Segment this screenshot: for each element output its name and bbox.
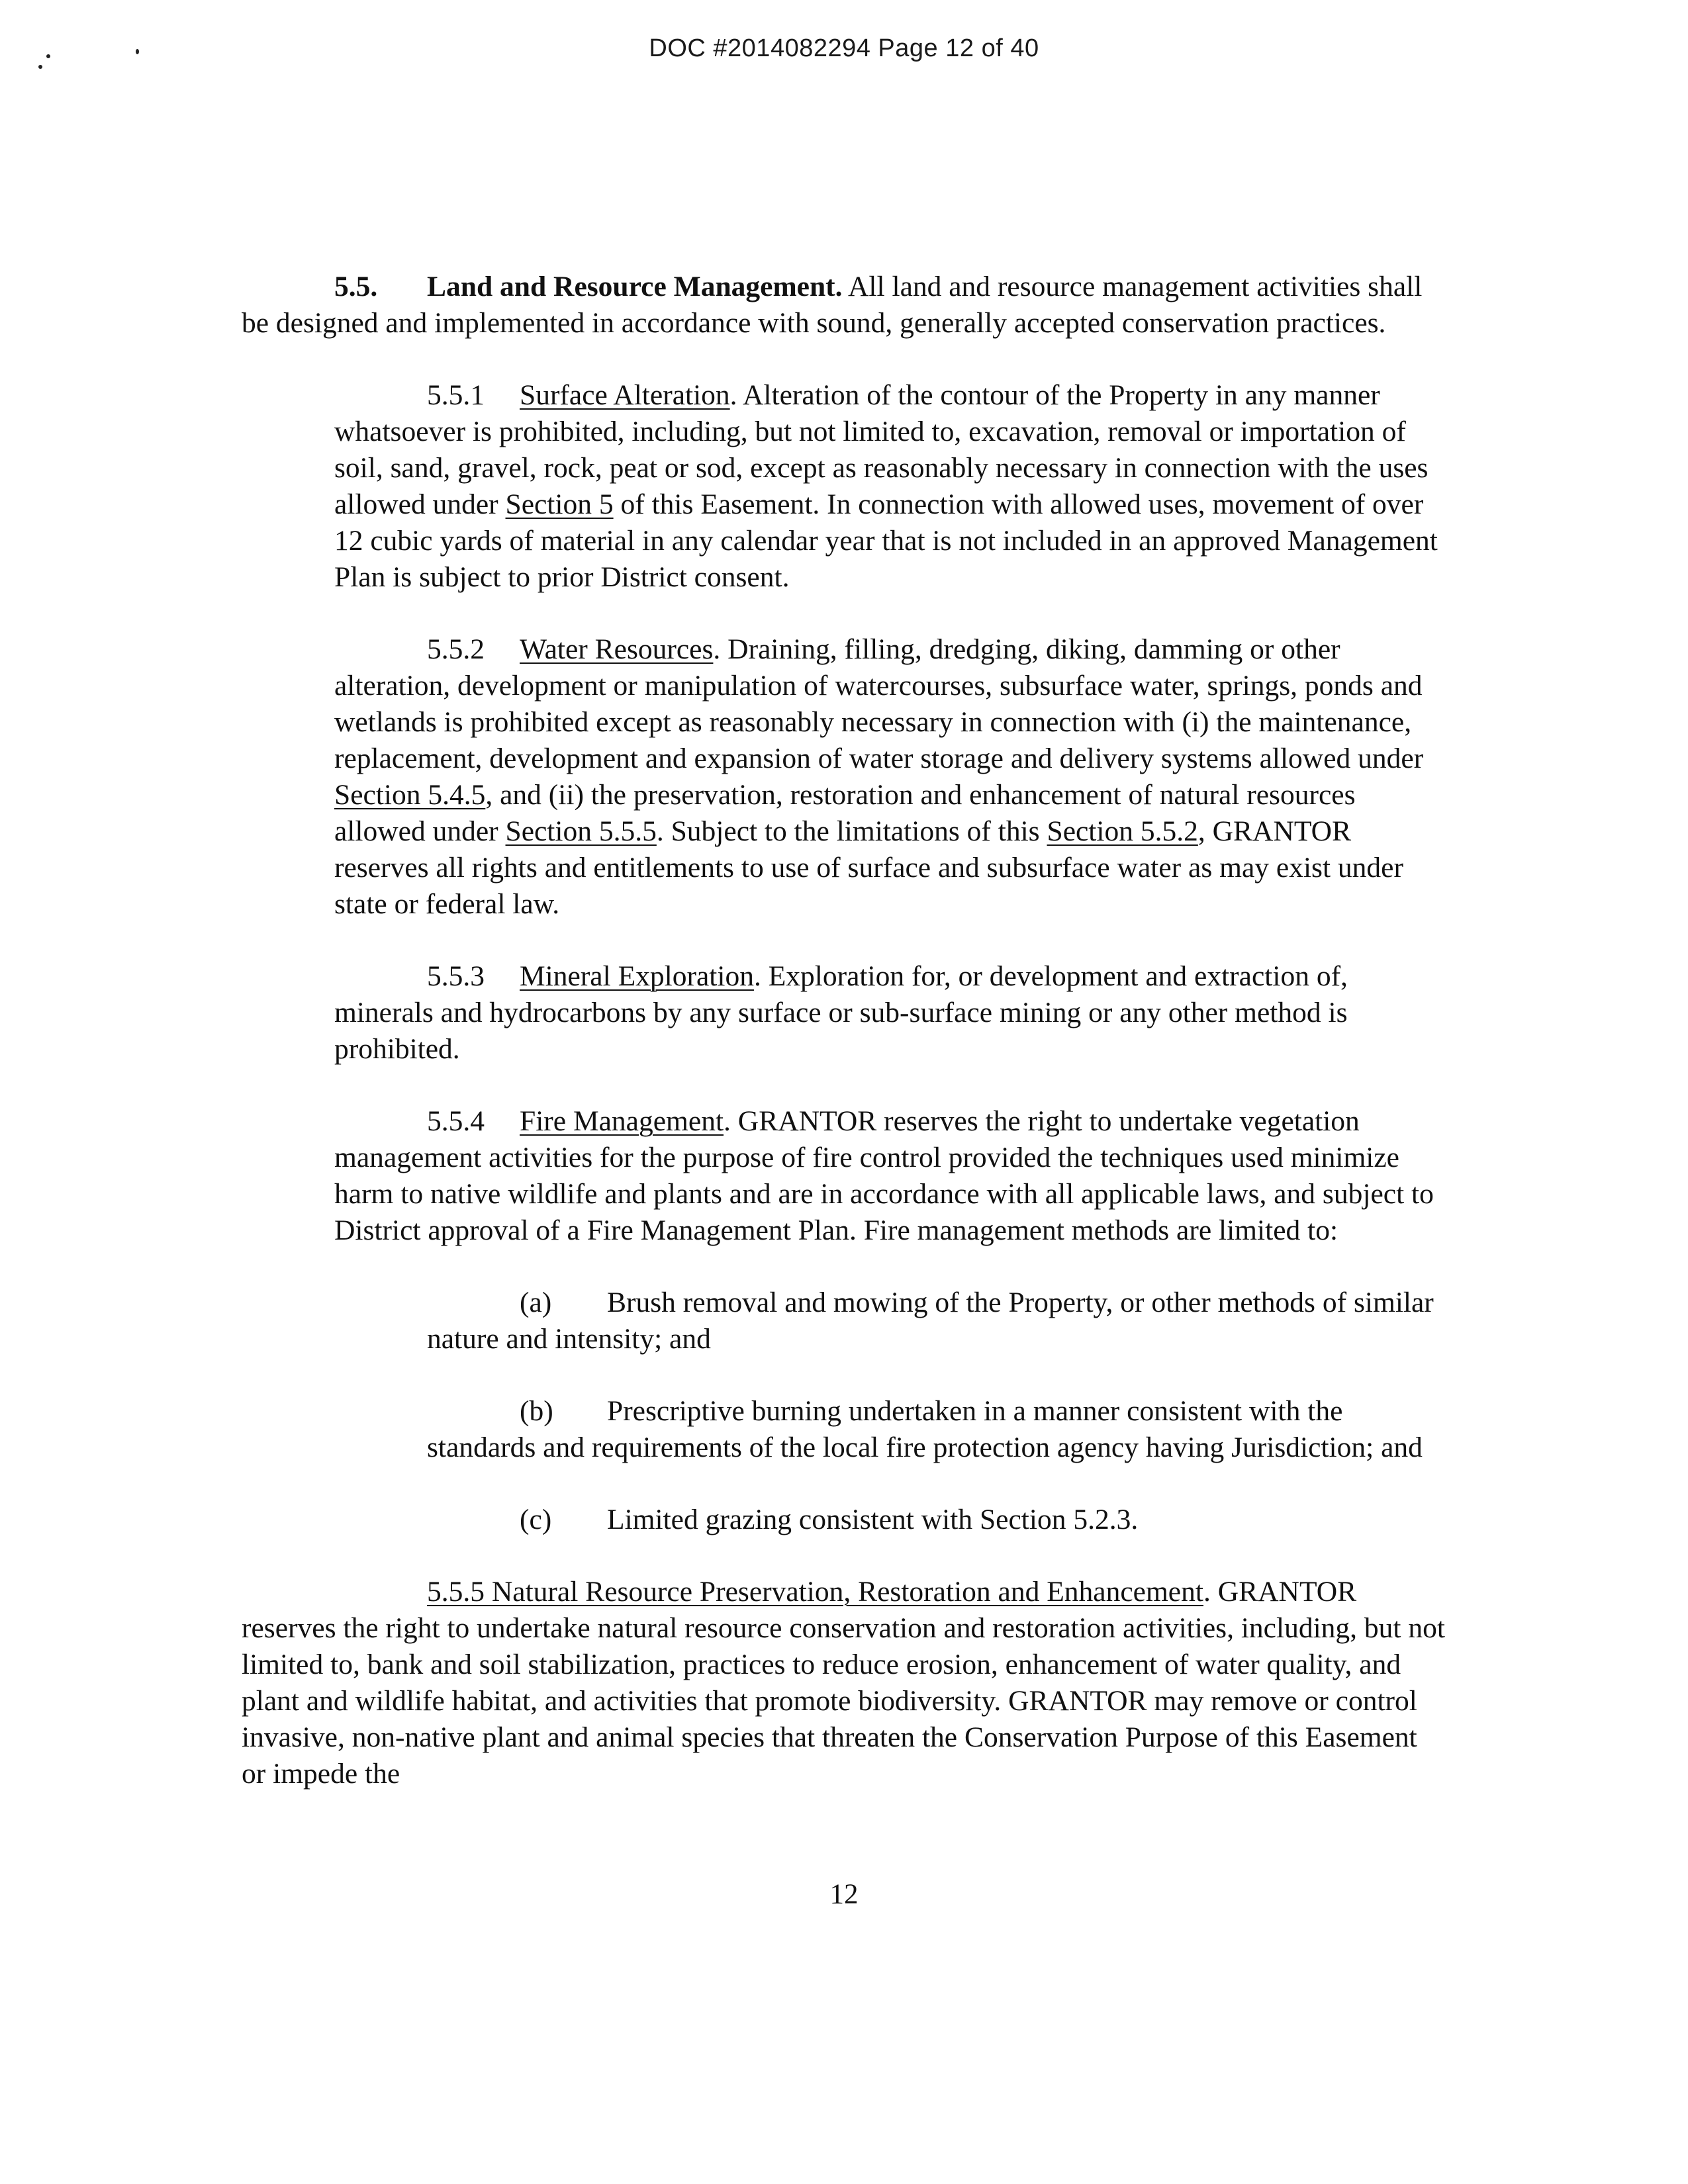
list-item-text: Prescriptive burning undertaken in a manner consistent with the standards and requirements of the local fire protection agency having Jurisdiction; and <box>427 1395 1423 1463</box>
section-heading: Land and Resource Management. <box>427 271 843 302</box>
document-body <box>242 269 1446 1792</box>
section-reference: Section 5.5.5 <box>505 815 657 847</box>
section-number: 5.5.2 <box>427 633 485 665</box>
section-number: 5.5.1 <box>427 379 485 411</box>
section-number: 5.5.4 <box>427 1105 485 1137</box>
section-heading: Surface Alteration <box>520 379 730 411</box>
section-text: . Alteration of the contour of the Property in any manner whatsoever is prohibited, including, but not limited to, excavation, removal or importation of soil, sand, gravel, rock, peat or sod, except as reasonably necessary in connection with the uses allowed under <box>334 379 1429 520</box>
section-text: . Exploration for, or development and extraction of, minerals and hydrocarbons by any surface or sub-surface mining or any other method is prohibited. <box>334 960 1348 1065</box>
section-heading: 5.5.5 Natural Resource Preservation, Restoration and Enhancement <box>427 1576 1203 1608</box>
section-text: . GRANTOR reserves the right to undertake vegetation management activities for the purpose of fire control provided the techniques used minimize harm to native wildlife and plants and are in accordance with all applicable laws, and subject to District approval of a Fire Management Plan. Fire management methods are limited to: <box>334 1105 1434 1246</box>
section-heading: Mineral Exploration <box>520 960 754 992</box>
section-5-5-3 <box>334 958 1446 1068</box>
section-text: of this Easement. In connection with allowed uses, movement of over 12 cubic yards of material in any calendar year that is not included in an approved Management Plan is subject to prior District consent. <box>334 488 1438 593</box>
section-heading: Water Resources <box>520 633 714 665</box>
list-item-b <box>427 1393 1446 1466</box>
section-text: , GRANTOR reserves all rights and entitlements to use of surface and subsurface water as may exist under state or federal law. <box>334 815 1403 920</box>
scan-speck <box>38 65 42 69</box>
page-number: 12 <box>829 1879 859 1910</box>
section-text: . Subject to the limitations of this <box>656 815 1047 847</box>
section-number: 5.5. <box>334 271 378 302</box>
section-5-5-4 <box>334 1103 1446 1249</box>
section-5-5-5 <box>242 1574 1446 1792</box>
section-text: , and (ii) the preservation, restoration and enhancement of natural resources allowed under <box>334 779 1356 847</box>
section-text: All land and resource management activities shall be designed and implemented in accordance with sound, generally accepted conservation practices. <box>242 271 1423 339</box>
section-heading: Fire Management <box>520 1105 724 1137</box>
document-header: DOC #2014082294 Page 12 of 40 <box>649 34 1039 62</box>
section-reference: Section 5.5.2 <box>1047 815 1198 847</box>
section-text: . Draining, filling, dredging, diking, damming or other alteration, development or manipulation of watercourses, subsurface water, springs, ponds and wetlands is prohibited except as reasonably necessary in connection with (i) the maintenance, replacement, development and expansion of water storage and delivery systems allowed under <box>334 633 1424 774</box>
list-item-label: (b) <box>520 1395 553 1427</box>
list-item-label: (a) <box>520 1287 552 1318</box>
section-reference: Section 5.4.5 <box>334 779 486 811</box>
section-text: . GRANTOR reserves the right to undertake natural resource conservation and restoration activities, including, but not limited to, bank and soil stabilization, practices to reduce erosion, enhancement of water quality, and plant and wildlife habitat, and activities that promote biodiversity. GRANTOR may remove or control invasive, non-native plant and animal species that threaten the Conservation Purpose of this Easement or impede the <box>242 1576 1445 1790</box>
section-5-5 <box>242 269 1446 341</box>
section-5-5-2 <box>334 631 1446 923</box>
list-item-a <box>427 1285 1446 1357</box>
section-number: 5.5.3 <box>427 960 485 992</box>
list-item-text: Brush removal and mowing of the Property, or other methods of similar nature and intensity; and <box>427 1287 1434 1355</box>
list-item-c <box>520 1502 1446 1538</box>
section-reference: Section 5 <box>505 488 614 520</box>
section-5-5-1 <box>334 377 1446 596</box>
list-item-label: (c) <box>520 1504 552 1535</box>
list-item-text: Limited grazing consistent with Section 5.2.3. <box>607 1504 1139 1535</box>
